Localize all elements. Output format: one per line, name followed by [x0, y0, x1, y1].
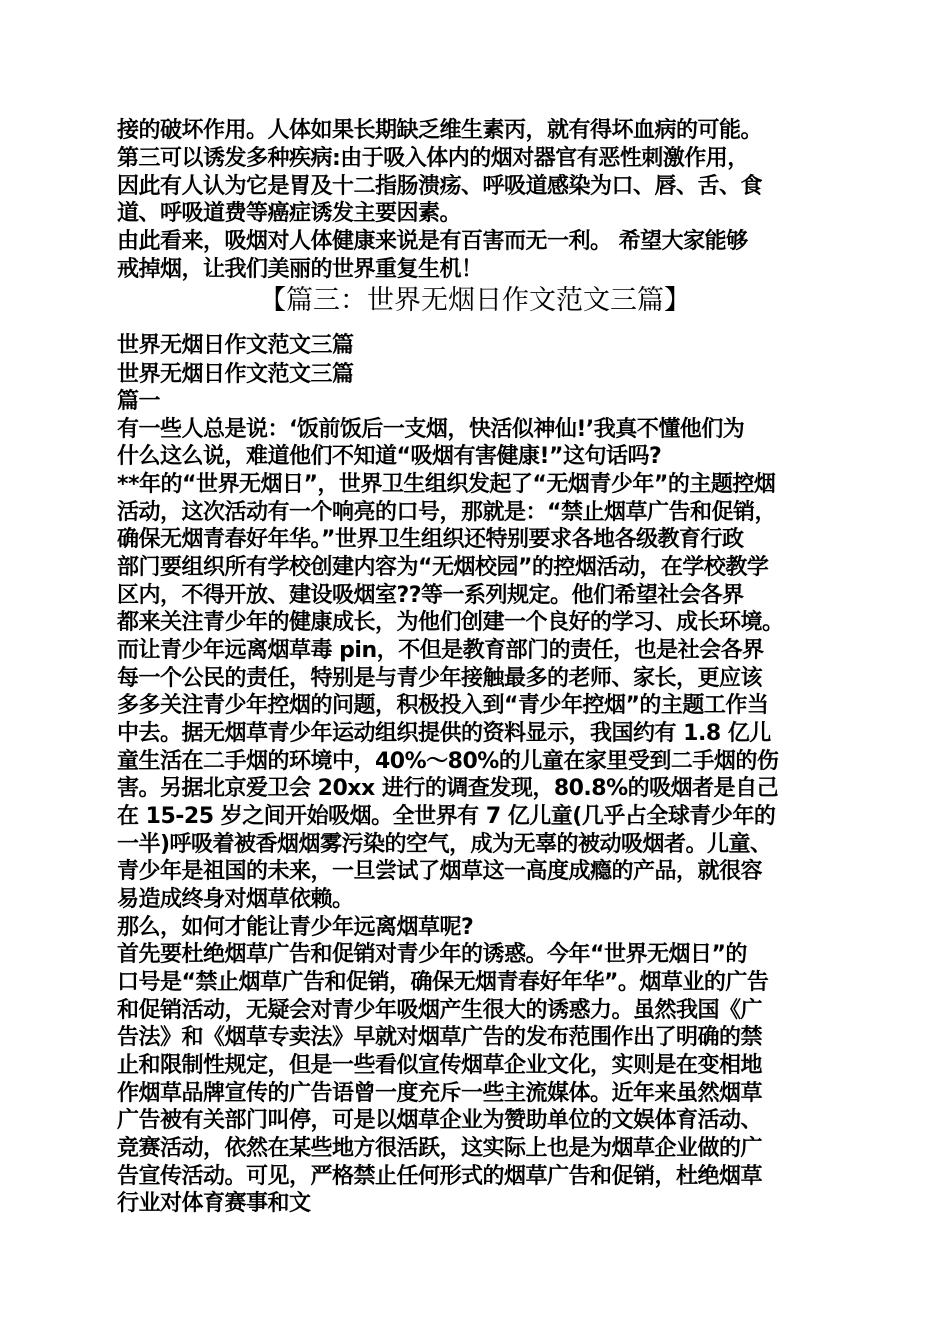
text-line: 止和限制性规定，但是一些看似宣传烟草企业文化，实则是在变相地	[117, 1053, 763, 1078]
text-line: **年的“世界无烟日”，世界卫生组织发起了“无烟青少年”的主题控烟	[117, 472, 776, 497]
text-line: 在 15-25 岁之间开始吸烟。全世界有 7 亿儿童(几乎占全球青少年的	[117, 804, 776, 829]
text-line: 什么这么说，难道他们不知道“吸烟有害健康!”这句话吗?	[117, 444, 662, 469]
section-title: 【篇三：世界无烟日作文范文三篇】	[259, 285, 691, 316]
text-line: 那么，如何才能让青少年远离烟草呢?	[117, 915, 474, 940]
text-line: 每一个公民的责任，特别是与青少年接触最多的老师、家长，更应该	[117, 666, 763, 691]
text-line: 因此有人认为它是胃及十二指肠溃疡、呼吸道感染为口、唇、舌、食	[117, 174, 763, 199]
text-line: 首先要杜绝烟草广告和促销对青少年的诱惑。今年“世界无烟日”的	[117, 942, 747, 967]
text-line: 告宣传活动。可见，严格禁止任何形式的烟草广告和促销，杜绝烟草	[117, 1164, 763, 1189]
text-line: 接的破坏作用。人体如果长期缺乏维生素丙，就有得坏血病的可能。	[117, 118, 763, 143]
text-line: 第三可以诱发多种疾病:由于吸入体内的烟对器官有恶性刺激作用，	[117, 146, 749, 171]
text-line: 中去。据无烟草青少年运动组织提供的资料显示，我国约有 1.8 亿儿	[117, 721, 771, 746]
text-line: 都来关注青少年的健康成长，为他们创建一个良好的学习、成长环境。	[117, 610, 784, 635]
text-line: 口号是“禁止烟草广告和促销，确保无烟青春好年华”。烟草业的广告	[117, 970, 769, 995]
text-line: 活动，这次活动有一个响亮的口号，那就是：“禁止烟草广告和促销，	[117, 500, 776, 525]
text-line: 作烟草品牌宣传的广告语曾一度充斥一些主流媒体。近年来虽然烟草	[117, 1081, 763, 1106]
text-line: 由此看来，吸烟对人体健康来说是有百害而无一利。 希望大家能够	[117, 229, 748, 254]
text-line: 青少年是祖国的未来，一旦尝试了烟草这一高度成瘾的产品，就很容	[117, 859, 763, 884]
text-line: 道、呼吸道费等癌症诱发主要因素。	[117, 201, 462, 226]
text-line: 篇一	[117, 389, 161, 414]
text-line: 广告被有关部门叫停，可是以烟草企业为赞助单位的文娱体育活动、	[117, 1108, 763, 1133]
text-line: 多多关注青少年控烟的问题，积极投入到“青少年控烟”的主题工作当	[117, 693, 769, 718]
text-line: 一半)呼吸着被香烟烟雾污染的空气，成为无辜的被动吸烟者。儿童、	[117, 832, 772, 857]
text-line: 行业对体育赛事和文	[117, 1191, 311, 1216]
text-line: 易造成终身对烟草依赖。	[117, 887, 354, 912]
text-line: 和促销活动，无疑会对青少年吸烟产生很大的诱惑力。虽然我国《广	[117, 998, 763, 1023]
text-line: 告法》和《烟草专卖法》早就对烟草广告的发布范围作出了明确的禁	[117, 1025, 763, 1050]
text-line: 戒掉烟，让我们美丽的世界重复生机！	[117, 257, 483, 282]
text-line: 世界无烟日作文范文三篇	[117, 362, 354, 387]
text-line: 确保无烟青春好年华。”世界卫生组织还特别要求各地各级教育行政	[117, 527, 744, 552]
text-line: 部门要组织所有学校创建内容为“无烟校园”的控烟活动，在学校教学	[117, 555, 769, 580]
text-line: 害。另据北京爱卫会 20xx 进行的调查发现，80.8%的吸烟者是自己	[117, 776, 779, 801]
text-line: 童生活在二手烟的环境中，40%～80%的儿童在家里受到二手烟的伤	[117, 749, 779, 774]
text-line: 世界无烟日作文范文三篇	[117, 333, 354, 358]
text-line: 区内，不得开放、建设吸烟室??等一系列规定。他们希望社会各界	[117, 583, 744, 608]
text-line: 而让青少年远离烟草毒 pin，不但是教育部门的责任，也是社会各界	[117, 638, 764, 663]
text-line: 有一些人总是说：‘饭前饭后一支烟，快活似神仙!’我真不懂他们为	[117, 417, 745, 442]
text-line: 竞赛活动，依然在某些地方很活跃，这实际上也是为烟草企业做的广	[117, 1136, 763, 1161]
